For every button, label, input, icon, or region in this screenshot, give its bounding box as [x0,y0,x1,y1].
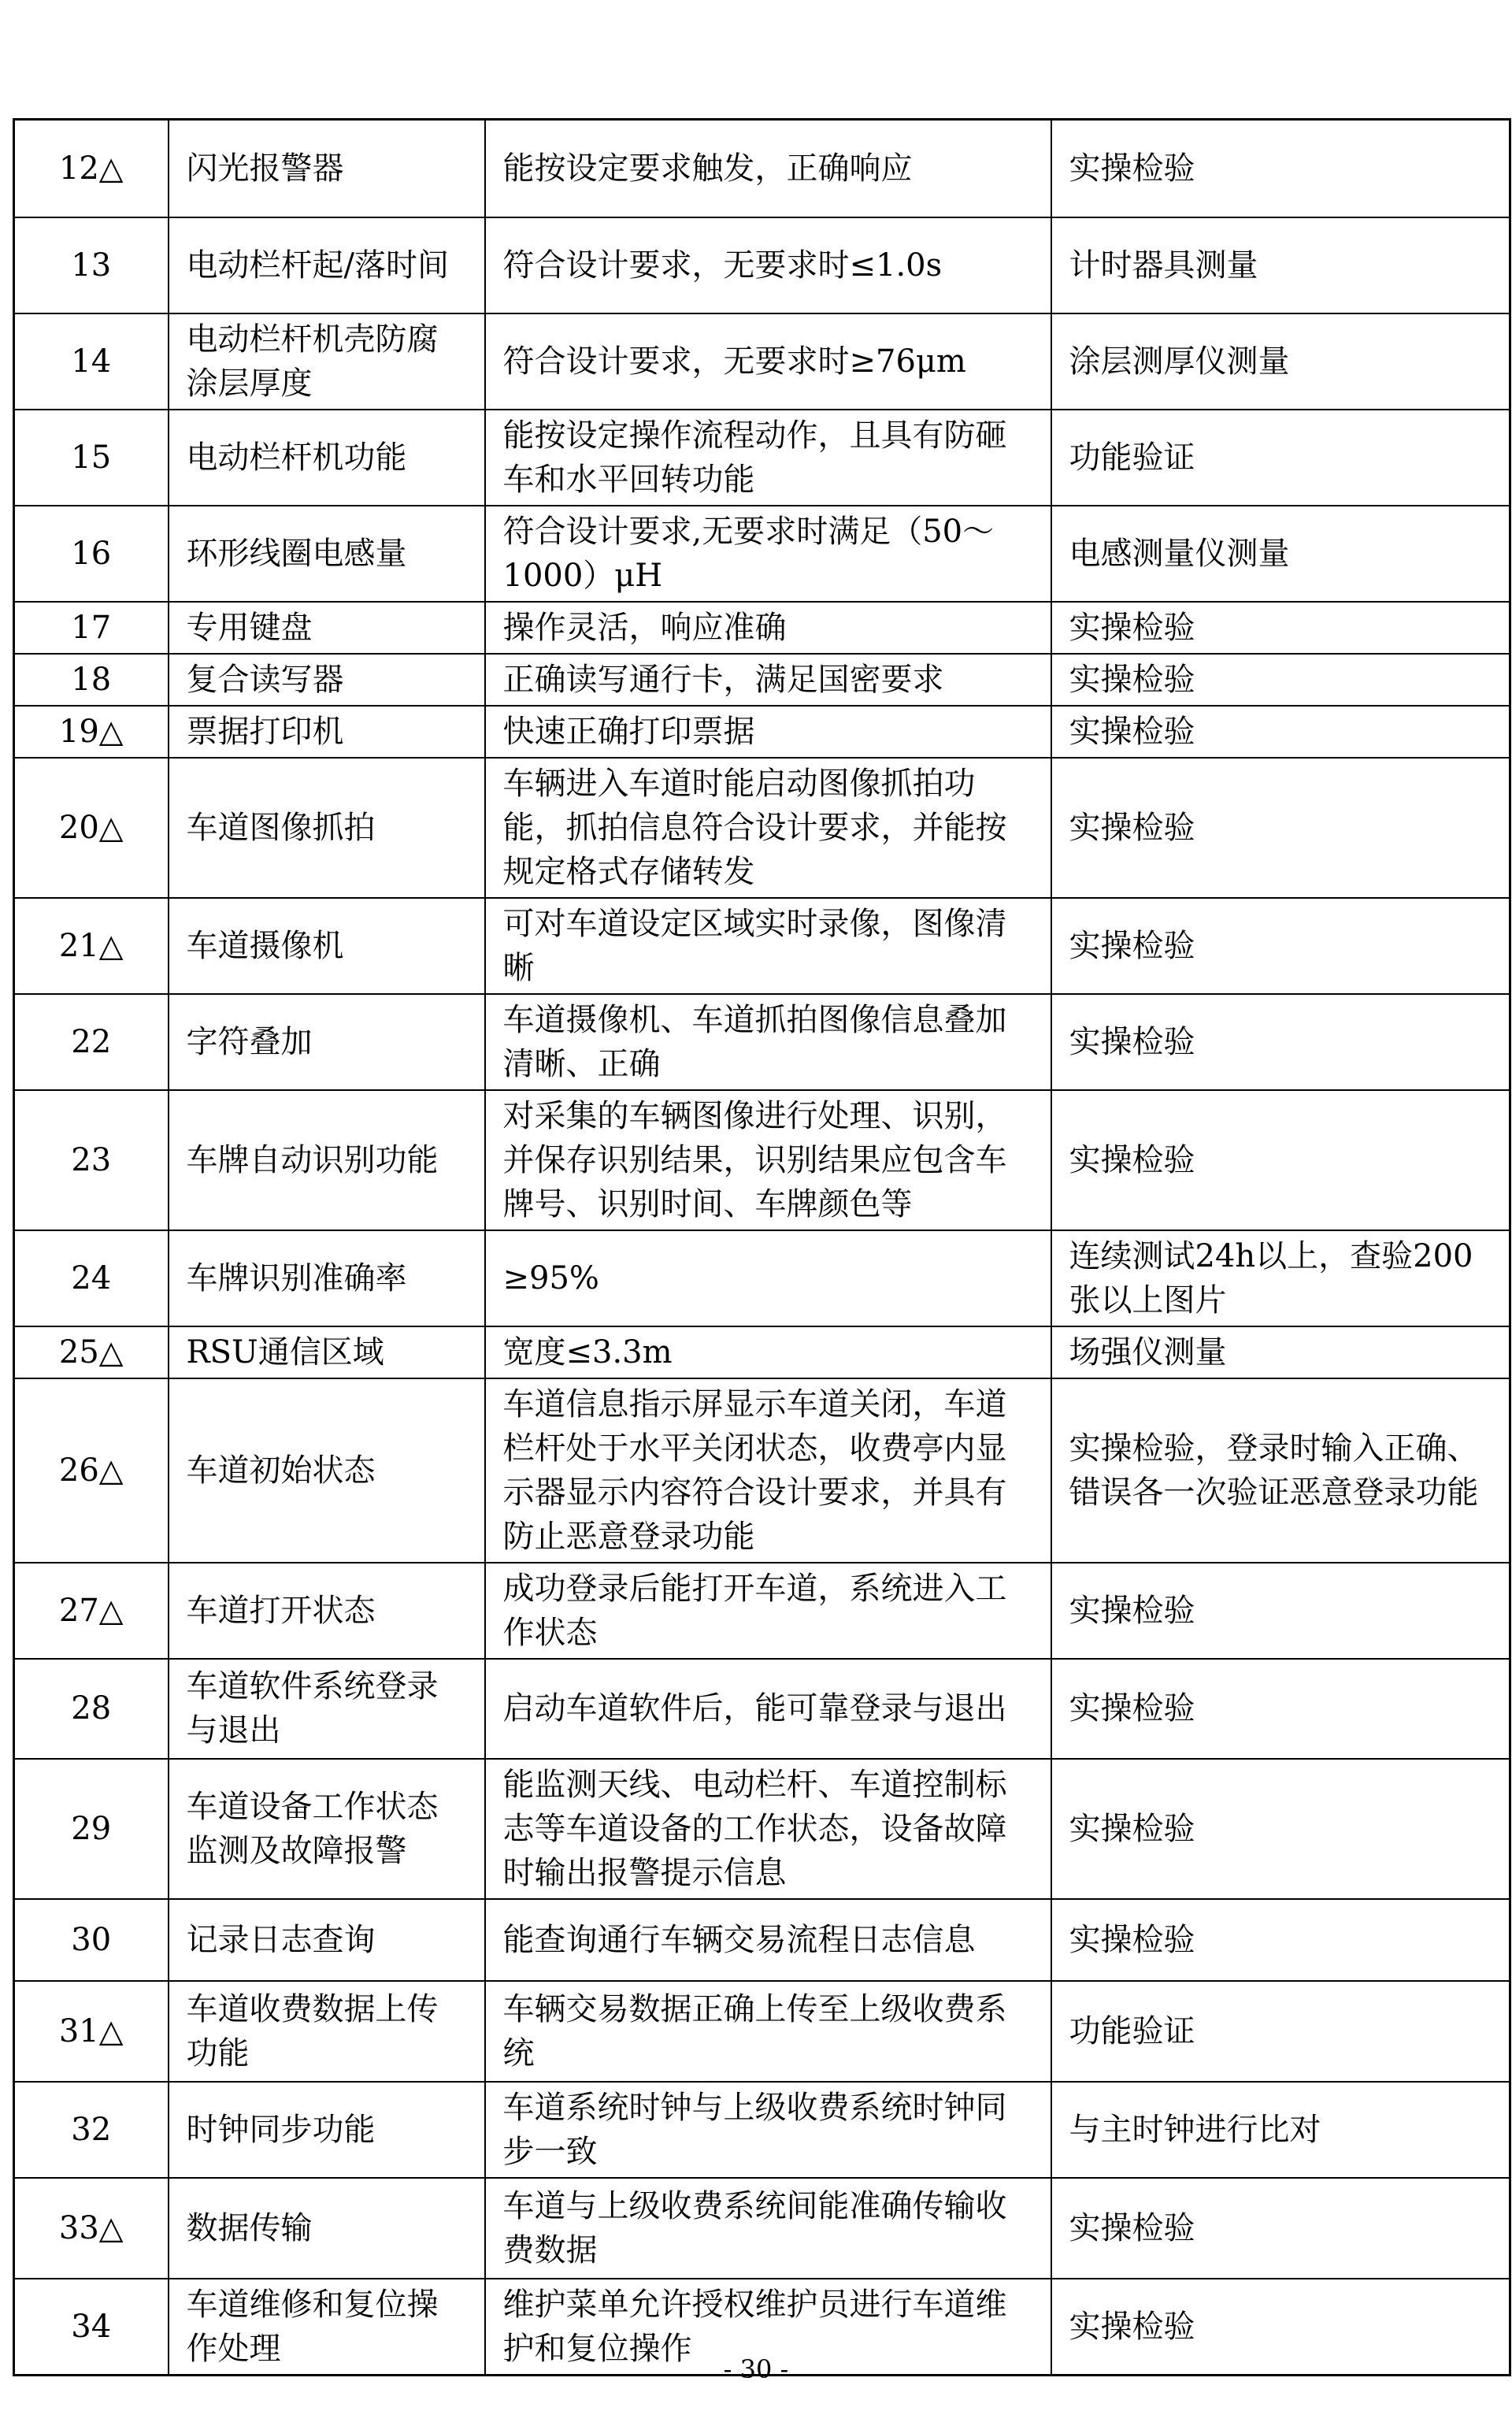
item-name-cell: 电动栏杆起/落时间 [169,217,485,313]
table-row [14,120,1510,217]
item-name-cell: 车道设备工作状态监测及故障报警 [169,1759,485,1899]
inspection-method-cell: 与主时钟进行比对 [1051,2082,1510,2178]
table-row [14,898,1510,994]
requirement-cell: 车辆交易数据正确上传至上级收费系统 [485,1981,1051,2082]
inspection-method-cell: 实操检验 [1051,2178,1510,2279]
requirement-cell: 能按设定要求触发，正确响应 [485,120,1051,217]
item-number-cell: 15 [14,410,169,506]
inspection-method-cell: 涂层测厚仪测量 [1051,313,1510,410]
table-row [14,706,1510,758]
inspection-method-cell: 功能验证 [1051,410,1510,506]
requirement-cell: 成功登录后能打开车道，系统进入工作状态 [485,1563,1051,1659]
item-name-cell: 专用键盘 [169,602,485,654]
requirement-cell: 车道系统时钟与上级收费系统时钟同步一致 [485,2082,1051,2178]
item-name-cell: 字符叠加 [169,994,485,1090]
item-number-cell: 22 [14,994,169,1090]
item-name-cell: 车道打开状态 [169,1563,485,1659]
item-number-cell: 23 [14,1090,169,1230]
item-number-cell: 28 [14,1659,169,1759]
item-name-cell: 车道初始状态 [169,1378,485,1563]
table-row [14,410,1510,506]
requirement-cell: 能监测天线、电动栏杆、车道控制标志等车道设备的工作状态，设备故障时输出报警提示信息 [485,1759,1051,1899]
requirement-cell: 符合设计要求，无要求时≤1.0s [485,217,1051,313]
table-row [14,506,1510,602]
requirement-cell: 车辆进入车道时能启动图像抓拍功能，抓拍信息符合设计要求，并能按规定格式存储转发 [485,758,1051,898]
item-number-cell: 31△ [14,1981,169,2082]
requirement-cell: 快速正确打印票据 [485,706,1051,758]
inspection-method-cell: 场强仪测量 [1051,1326,1510,1378]
requirement-cell: 对采集的车辆图像进行处理、识别，并保存识别结果，识别结果应包含车牌号、识别时间、车牌颜色等 [485,1090,1051,1230]
item-name-cell: 闪光报警器 [169,120,485,217]
item-name-cell: 车道图像抓拍 [169,758,485,898]
inspection-method-cell: 实操检验 [1051,706,1510,758]
requirement-cell: 操作灵活，响应准确 [485,602,1051,654]
table-row [14,654,1510,706]
item-name-cell: 车牌识别准确率 [169,1230,485,1326]
table-row [14,2178,1510,2279]
table-row [14,1563,1510,1659]
requirement-cell: 符合设计要求，无要求时≥76μm [485,313,1051,410]
item-number-cell: 18 [14,654,169,706]
inspection-method-cell: 功能验证 [1051,1981,1510,2082]
item-number-cell: 29 [14,1759,169,1899]
item-number-cell: 12△ [14,120,169,217]
requirement-cell: 宽度≤3.3m [485,1326,1051,1378]
table-row [14,1230,1510,1326]
inspection-method-cell: 实操检验，登录时输入正确、错误各一次验证恶意登录功能 [1051,1378,1510,1563]
item-number-cell: 21△ [14,898,169,994]
table-row [14,1899,1510,1981]
inspection-method-cell: 实操检验 [1051,898,1510,994]
inspection-method-cell: 实操检验 [1051,1659,1510,1759]
inspection-method-cell: 计时器具测量 [1051,217,1510,313]
requirement-cell: 车道与上级收费系统间能准确传输收费数据 [485,2178,1051,2279]
item-name-cell: 电动栏杆机功能 [169,410,485,506]
table-row [14,1378,1510,1563]
requirement-cell: 车道摄像机、车道抓拍图像信息叠加清晰、正确 [485,994,1051,1090]
table-row [14,1659,1510,1759]
item-number-cell: 26△ [14,1378,169,1563]
table-row [14,1759,1510,1899]
inspection-method-cell: 实操检验 [1051,1759,1510,1899]
table-row [14,602,1510,654]
inspection-table [13,118,1511,2376]
inspection-method-cell: 实操检验 [1051,994,1510,1090]
table-row [14,1981,1510,2082]
table-body [14,120,1510,2376]
inspection-method-cell: 电感测量仪测量 [1051,506,1510,602]
item-number-cell: 13 [14,217,169,313]
item-number-cell: 17 [14,602,169,654]
item-name-cell: 环形线圈电感量 [169,506,485,602]
item-number-cell: 14 [14,313,169,410]
item-number-cell: 20△ [14,758,169,898]
inspection-method-cell: 实操检验 [1051,602,1510,654]
item-name-cell: 数据传输 [169,2178,485,2279]
table-row [14,217,1510,313]
item-name-cell: 车道摄像机 [169,898,485,994]
requirement-cell: 启动车道软件后，能可靠登录与退出 [485,1659,1051,1759]
table-row [14,758,1510,898]
table-row [14,1326,1510,1378]
item-name-cell: 复合读写器 [169,654,485,706]
table-row [14,313,1510,410]
item-number-cell: 30 [14,1899,169,1981]
requirement-cell: 能查询通行车辆交易流程日志信息 [485,1899,1051,1981]
requirement-cell: 可对车道设定区域实时录像，图像清晰 [485,898,1051,994]
item-name-cell: 车道软件系统登录与退出 [169,1659,485,1759]
item-name-cell: 票据打印机 [169,706,485,758]
item-number-cell: 32 [14,2082,169,2178]
inspection-method-cell: 实操检验 [1051,120,1510,217]
item-name-cell: 记录日志查询 [169,1899,485,1981]
table-row [14,1090,1510,1230]
requirement-cell: 车道信息指示屏显示车道关闭，车道栏杆处于水平关闭状态，收费亭内显示器显示内容符合设计要求，并具有防止恶意登录功能 [485,1378,1051,1563]
requirement-cell: 维护菜单允许授权维护员进行车道维护和复位操作 [485,2279,1051,2376]
inspection-method-cell: 连续测试24h以上，查验200张以上图片 [1051,1230,1510,1326]
inspection-method-cell: 实操检验 [1051,654,1510,706]
requirement-cell: ≥95% [485,1230,1051,1326]
inspection-method-cell: 实操检验 [1051,2279,1510,2376]
item-number-cell: 33△ [14,2178,169,2279]
item-number-cell: 24 [14,1230,169,1326]
page-number: - 30 - [723,2354,789,2384]
requirement-cell: 正确读写通行卡，满足国密要求 [485,654,1051,706]
page-body [13,118,1509,2376]
item-name-cell: 车牌自动识别功能 [169,1090,485,1230]
table-row [14,994,1510,1090]
requirement-cell: 能按设定操作流程动作，且具有防砸车和水平回转功能 [485,410,1051,506]
inspection-method-cell: 实操检验 [1051,1563,1510,1659]
item-number-cell: 27△ [14,1563,169,1659]
inspection-method-cell: 实操检验 [1051,1090,1510,1230]
table-row [14,2082,1510,2178]
item-number-cell: 19△ [14,706,169,758]
item-name-cell: 车道维修和复位操作处理 [169,2279,485,2376]
item-name-cell: 车道收费数据上传功能 [169,1981,485,2082]
item-name-cell: 时钟同步功能 [169,2082,485,2178]
inspection-method-cell: 实操检验 [1051,1899,1510,1981]
item-name-cell: 电动栏杆机壳防腐涂层厚度 [169,313,485,410]
item-name-cell: RSU通信区域 [169,1326,485,1378]
inspection-method-cell: 实操检验 [1051,758,1510,898]
item-number-cell: 25△ [14,1326,169,1378]
requirement-cell: 符合设计要求,无要求时满足（50～1000）μH [485,506,1051,602]
item-number-cell: 16 [14,506,169,602]
item-number-cell: 34 [14,2279,169,2376]
